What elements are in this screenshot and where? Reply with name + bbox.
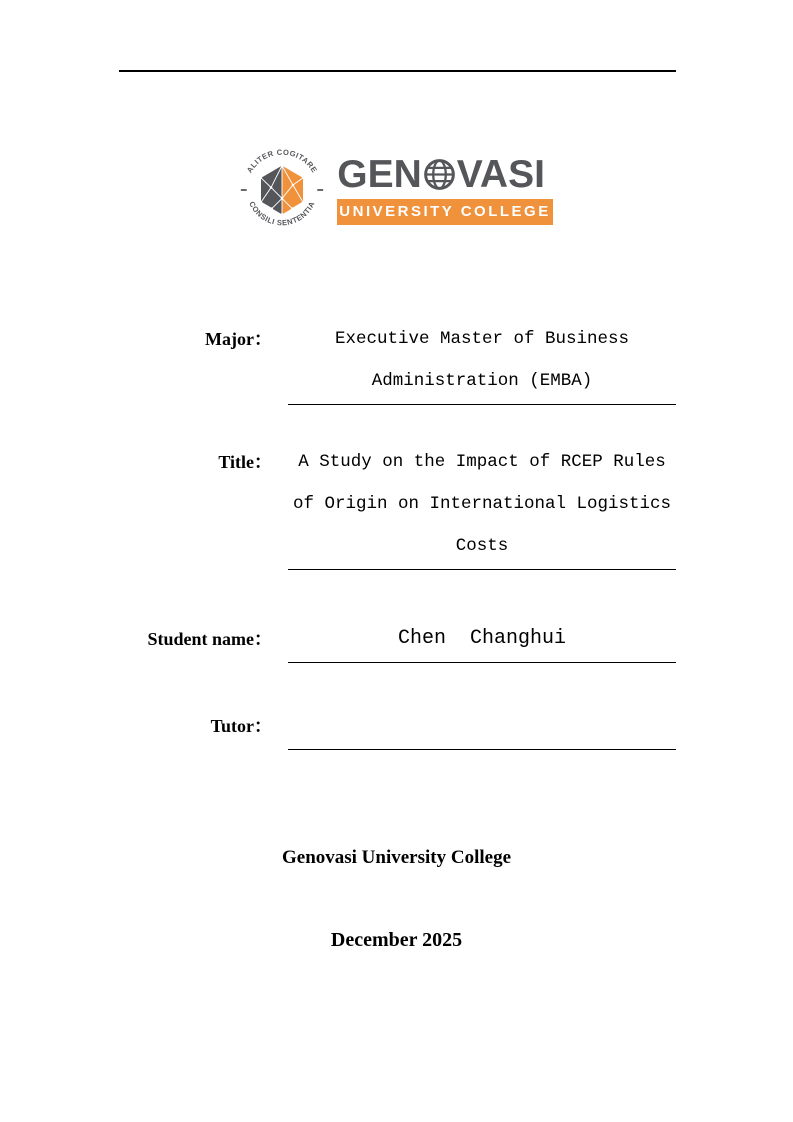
wordmark-suffix: VASI bbox=[456, 153, 545, 196]
tutor-value bbox=[288, 705, 676, 750]
institution-name: Genovasi University College bbox=[281, 847, 512, 868]
logo-wordmark bbox=[337, 155, 552, 194]
field-row-tutor bbox=[120, 705, 676, 750]
title-value-line: Costs bbox=[455, 536, 509, 556]
logo-emblem-icon bbox=[240, 148, 324, 232]
field-row-major bbox=[120, 318, 676, 405]
wordmark-prefix: GEN bbox=[337, 153, 422, 196]
major-value-line: Administration (EMBA) bbox=[371, 371, 593, 391]
university-logo bbox=[0, 148, 793, 232]
top-divider bbox=[119, 70, 676, 72]
major-value-line: Executive Master of Business bbox=[334, 329, 630, 349]
major-value bbox=[288, 318, 676, 405]
emblem-motto-top: ALITER COGITARE bbox=[245, 148, 320, 175]
title-value-line: A Study on the Impact of RCEP Rules bbox=[298, 452, 666, 472]
title-value bbox=[288, 441, 676, 570]
tutor-value-line bbox=[288, 705, 676, 747]
globe-icon bbox=[423, 158, 456, 191]
student-name-value-line: Chen Changhui bbox=[397, 627, 567, 650]
student-name-label: Student name： bbox=[147, 629, 272, 649]
field-row-title bbox=[120, 441, 676, 570]
student-name-value bbox=[288, 618, 676, 663]
logo-banner: UNIVERSITY COLLEGE bbox=[337, 199, 552, 225]
cover-form bbox=[120, 318, 676, 750]
publication-date: December 2025 bbox=[330, 929, 463, 951]
field-row-student-name bbox=[120, 618, 676, 663]
title-label: Title： bbox=[218, 452, 272, 472]
emblem-hexagon bbox=[260, 164, 304, 215]
emblem-motto-bottom: CONSILI SENTENTIA bbox=[247, 199, 318, 228]
logo-text-block bbox=[337, 155, 552, 225]
major-label: Major： bbox=[205, 329, 272, 349]
title-value-line: of Origin on International Logistics bbox=[292, 494, 672, 514]
tutor-label: Tutor： bbox=[210, 716, 272, 736]
